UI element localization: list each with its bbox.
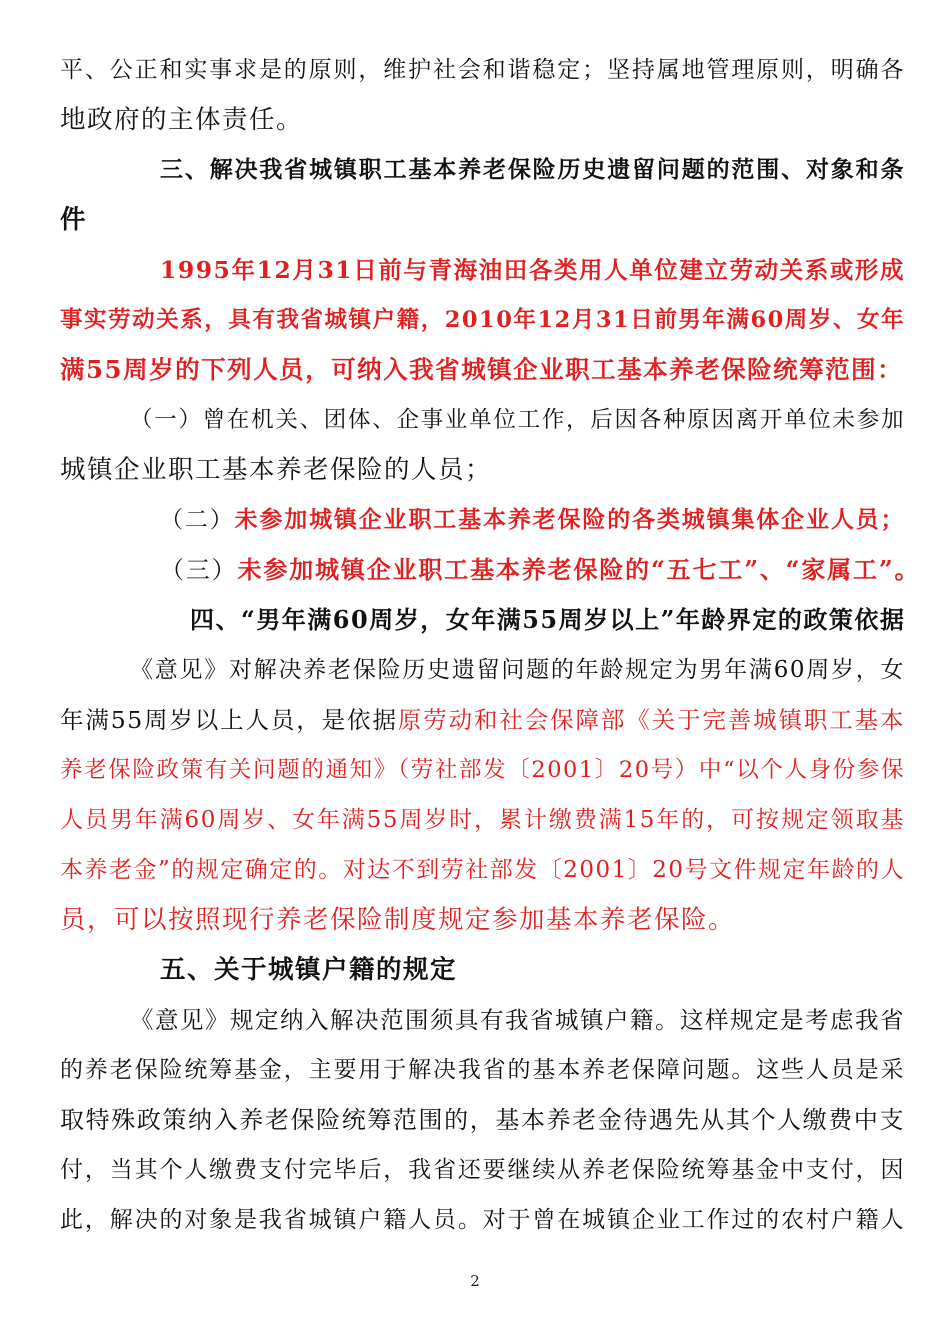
highlighted-text: 1995年12月31日前与青海油田各类用人单位建立劳动关系或形成: [160, 256, 905, 284]
text-segment: 四、“男年满60周岁，女年满55周岁以上”年龄界定的政策依据: [190, 605, 906, 634]
highlighted-text: 本养老金”的规定确定的。对达不到劳社部发〔2001〕20号文件规定年龄的人: [60, 857, 906, 883]
text-segment: 五、关于城镇户籍的规定: [160, 955, 458, 985]
text-segment: 付，当其个人缴费支付完毕后，我省还要继续从养老保险统筹基金中支付，因: [60, 1157, 905, 1183]
text-line: [160, 144, 905, 196]
highlighted-text: 养老保险政策有关问题的通知》（劳社部发〔2001〕20号）中“以个人身份参保: [60, 757, 905, 783]
text-segment: 的养老保险统筹基金，主要用于解决我省的基本养老保障问题。这些人员是采: [60, 1057, 905, 1083]
text-segment: 城镇企业职工基本养老保险的人员；: [60, 455, 493, 485]
highlighted-text: 未参加城镇企业职工基本养老保险的各类城镇集体企业人员；: [234, 506, 906, 533]
text-segment: 取特殊政策纳入养老保险统筹范围的，基本养老金待遇先从其个人缴费中支: [60, 1106, 905, 1134]
text-line: [60, 694, 905, 746]
text-line: [60, 844, 905, 896]
text-line: [60, 1044, 905, 1096]
highlighted-text: 事实劳动关系，具有我省城镇户籍，2010年12月31日前男年满60周岁、女年: [60, 307, 905, 333]
text-segment: 三、解决我省城镇职工基本养老保险历史遗留问题的范围、对象和条: [160, 156, 905, 183]
text-line: [160, 494, 905, 546]
highlighted-text: 人员男年满60周岁、女年满55周岁时，累计缴费满15年的，可按规定领取基: [60, 807, 905, 833]
text-line: [60, 344, 905, 396]
text-segment: 年满55周岁以上人员，是依据: [60, 706, 398, 734]
text-line: [130, 394, 905, 446]
text-segment: 平、公正和实事求是的原则，维护社会和谐稳定；坚持属地管理原则，明确各: [60, 57, 905, 83]
text-segment: 《意见》规定纳入解决范围须具有我省城镇户籍。这样规定是考虑我省: [130, 1006, 905, 1034]
text-segment: 地政府的主体责任。: [60, 105, 304, 135]
text-line: [60, 894, 905, 946]
highlighted-text: 员，可以按照现行养老保险制度规定参加基本养老保险。: [60, 905, 736, 935]
text-segment: 件: [60, 205, 88, 235]
text-line: [60, 1094, 905, 1146]
highlighted-text: 未参加城镇企业职工基本养老保险的“五七工”、“家属工”。: [237, 555, 921, 584]
text-line: [60, 94, 905, 146]
text-line: [160, 944, 905, 996]
text-segment: （三）: [160, 556, 238, 584]
text-line: [130, 994, 905, 1046]
text-line: [60, 444, 905, 496]
text-segment: 《意见》对解决养老保险历史遗留问题的年龄规定为男年满60周岁，女: [130, 657, 905, 683]
page-number: 2: [470, 1272, 480, 1290]
text-line: [60, 1144, 905, 1196]
text-line: [60, 1194, 905, 1246]
highlighted-text: 原劳动和社会保障部《关于完善城镇职工基本: [397, 706, 906, 734]
text-segment: （二）: [160, 507, 235, 533]
text-segment: （一）曾在机关、团体、企事业单位工作，后因各种原因离开单位未参加: [130, 407, 905, 433]
text-segment: 此，解决的对象是我省城镇户籍人员。对于曾在城镇企业工作过的农村户籍人: [60, 1207, 905, 1233]
highlighted-text: 满55周岁的下列人员，可纳入我省城镇企业职工基本养老保险统筹范围：: [60, 355, 904, 384]
text-line: [60, 294, 905, 346]
text-line: [130, 644, 905, 696]
text-line: [190, 594, 905, 646]
text-line: [60, 744, 905, 796]
text-line: [60, 44, 905, 96]
text-line: [160, 244, 905, 296]
text-line: [60, 794, 905, 846]
text-line: [160, 544, 920, 596]
text-line: [60, 194, 905, 246]
